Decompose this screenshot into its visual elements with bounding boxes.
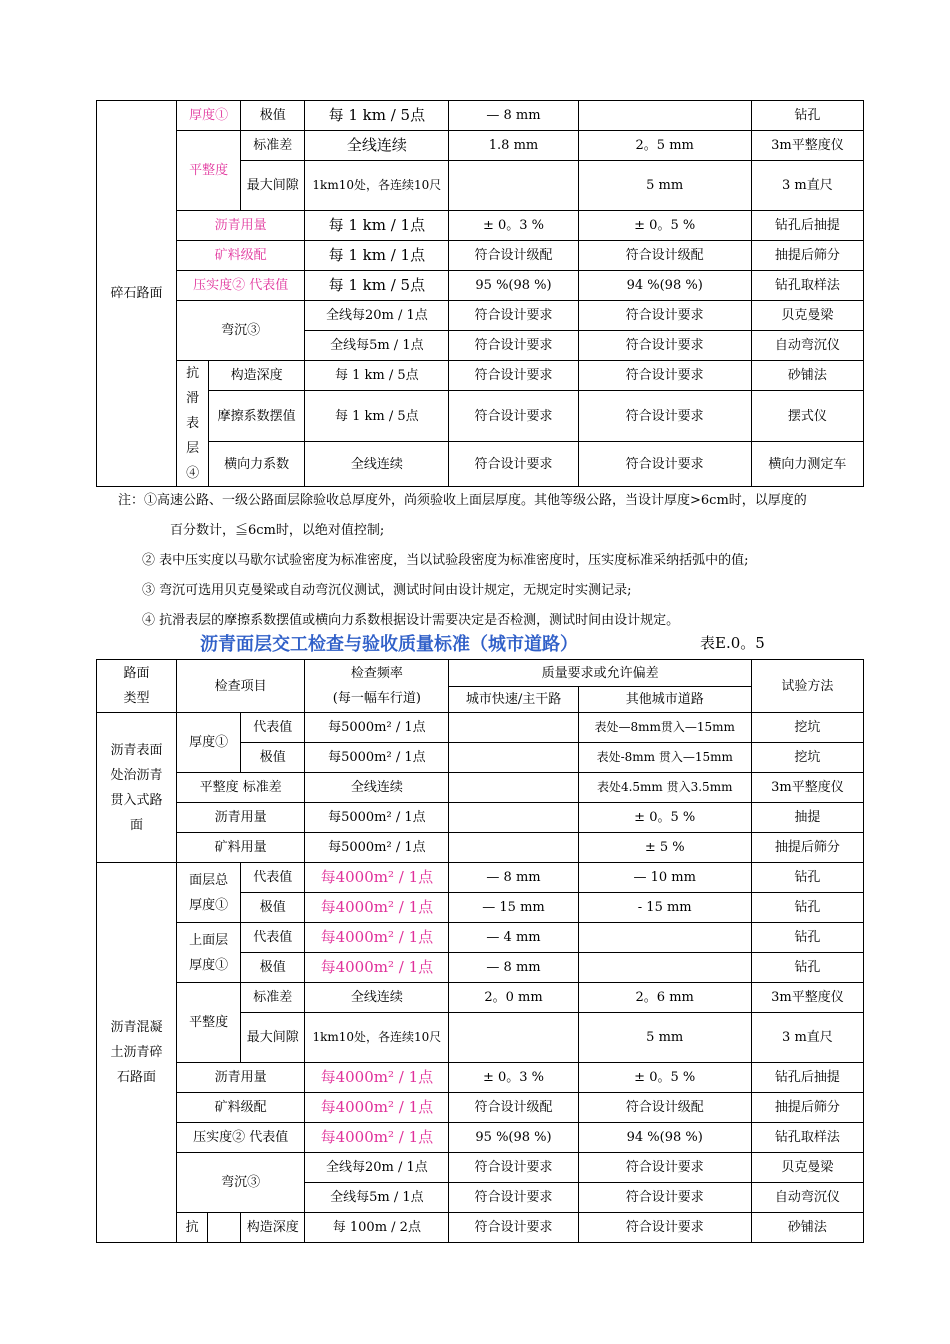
pavement-type: 沥青混凝土沥青碎石路面	[97, 863, 177, 1243]
frequency: 每 1 km / 5点	[305, 361, 449, 391]
quality-2: 94 %(98 %)	[578, 1123, 751, 1153]
test-method: 钻孔取样法	[751, 1123, 863, 1153]
quality-1: — 8 mm	[449, 863, 578, 893]
frequency: 全线连续	[305, 773, 449, 803]
quality-2: 表处4.5mm 贯入3.5mm	[578, 773, 751, 803]
quality-1: — 8 mm	[449, 101, 578, 131]
item-label: 沥青用量	[177, 211, 305, 241]
note-2: ② 表中压实度以马歇尔试验密度为标准密度，当以试验段密度为标准密度时，压实度标准采纳括弧中的值;	[142, 553, 749, 568]
frequency: 每4000m² / 1点	[305, 923, 449, 953]
quality-2: 2。5 mm	[578, 131, 751, 161]
frequency: 全线连续	[305, 983, 449, 1013]
sub-item: 极值	[241, 743, 305, 773]
frequency: 每4000m² / 1点	[305, 1063, 449, 1093]
frequency: 每 100m / 2点	[305, 1213, 449, 1243]
item-label: 抗	[177, 1213, 208, 1242]
quality-1	[449, 161, 578, 211]
note-1-cont: 百分数计，≦6cm时，以绝对值控制;	[170, 523, 385, 538]
test-method: 贝克曼梁	[751, 1153, 863, 1183]
notes	[118, 486, 878, 636]
test-method: 钻孔	[751, 863, 863, 893]
frequency: 每4000m² / 1点	[305, 1093, 449, 1123]
header-item: 检查项目	[177, 660, 305, 713]
quality-1: 95 %(98 %)	[449, 1123, 578, 1153]
item-label: 压实度② 代表值	[177, 271, 305, 301]
quality-1: 符合设计要求	[449, 331, 578, 361]
quality-1: — 15 mm	[449, 893, 578, 923]
frequency: 全线连续	[305, 131, 449, 161]
frequency: 每 1 km / 5点	[305, 101, 449, 131]
item-label: 面层总厚度①	[177, 863, 241, 923]
quality-1: 符合设计要求	[449, 1213, 578, 1243]
header-method: 试验方法	[751, 660, 863, 713]
sub-item: 最大间隙	[241, 1013, 305, 1063]
frequency: 每 1 km / 5点	[305, 391, 449, 442]
test-method: 钻孔	[751, 101, 863, 131]
quality-1: 符合设计要求	[449, 1183, 578, 1213]
quality-1: — 8 mm	[449, 953, 578, 983]
test-method: 3m平整度仪	[751, 773, 863, 803]
quality-1	[449, 803, 578, 833]
test-method: 挖坑	[751, 713, 863, 743]
test-method: 钻孔	[751, 893, 863, 923]
header-quality-2: 其他城市道路	[578, 687, 751, 713]
item-label: 平整度 标准差	[177, 773, 305, 803]
quality-2: 符合设计要求	[578, 301, 751, 331]
test-method: 砂铺法	[751, 1213, 863, 1243]
frequency: 每4000m² / 1点	[305, 863, 449, 893]
quality-2: ± 0。5 %	[578, 211, 751, 241]
sub-item: 极值	[241, 953, 305, 983]
item-label: 厚度①	[177, 101, 241, 131]
pavement-type: 碎石路面	[97, 101, 177, 487]
quality-1: 95 %(98 %)	[449, 271, 578, 301]
test-method: 3 m直尺	[751, 1013, 863, 1063]
quality-2: — 10 mm	[578, 863, 751, 893]
frequency: 每 1 km / 5点	[305, 271, 449, 301]
test-method: 横向力测定车	[751, 442, 863, 487]
sub-item: 代表值	[241, 713, 305, 743]
item-label: 沥青用量	[177, 1063, 305, 1093]
quality-2: 2。6 mm	[578, 983, 751, 1013]
test-method: 贝克曼梁	[751, 301, 863, 331]
frequency: 每4000m² / 1点	[305, 1123, 449, 1153]
quality-1: ± 0。3 %	[449, 1063, 578, 1093]
item-label: 弯沉③	[177, 301, 305, 361]
sub-item: 代表值	[241, 863, 305, 893]
quality-1: 符合设计要求	[449, 301, 578, 331]
header-quality-1: 城市快速/主干路	[449, 687, 578, 713]
header-type: 路面类型	[97, 660, 177, 713]
sub-item: 最大间隙	[241, 161, 305, 211]
quality-1	[449, 1013, 578, 1063]
test-method: 钻孔	[751, 923, 863, 953]
quality-1: ± 0。3 %	[449, 211, 578, 241]
quality-1: 1.8 mm	[449, 131, 578, 161]
quality-1	[449, 713, 578, 743]
item-label: 矿料级配	[177, 1093, 305, 1123]
frequency: 每4000m² / 1点	[305, 953, 449, 983]
test-method: 自动弯沉仪	[751, 331, 863, 361]
sub-item: 极值	[241, 101, 305, 131]
sub-item: 横向力系数	[209, 442, 305, 487]
quality-2: 5 mm	[578, 161, 751, 211]
test-method: 抽提	[751, 803, 863, 833]
quality-1: 符合设计要求	[449, 1153, 578, 1183]
quality-1	[449, 773, 578, 803]
quality-1	[449, 743, 578, 773]
quality-1	[449, 833, 578, 863]
quality-2: 94 %(98 %)	[578, 271, 751, 301]
frequency: 1km10处，各连续10尺	[305, 1013, 449, 1063]
item-label: 抗滑表层④	[177, 361, 209, 487]
skid-row-wrap	[177, 1213, 241, 1243]
sub-item: 标准差	[241, 983, 305, 1013]
frequency: 全线每5m / 1点	[305, 331, 449, 361]
quality-1: 符合设计级配	[449, 1093, 578, 1123]
frequency: 全线每20m / 1点	[305, 1153, 449, 1183]
item-label: 平整度	[177, 983, 241, 1063]
test-method: 抽提后筛分	[751, 1093, 863, 1123]
quality-2	[578, 953, 751, 983]
sub-item: 构造深度	[241, 1213, 305, 1243]
test-method: 抽提后筛分	[751, 241, 863, 271]
quality-1: 2。0 mm	[449, 983, 578, 1013]
item-label: 平整度	[177, 131, 241, 211]
quality-2: 符合设计级配	[578, 241, 751, 271]
sub-item: 标准差	[241, 131, 305, 161]
item-label: 沥青用量	[177, 803, 305, 833]
quality-2	[578, 923, 751, 953]
test-method: 钻孔	[751, 953, 863, 983]
item-label: 压实度② 代表值	[177, 1123, 305, 1153]
quality-2: 符合设计要求	[578, 1183, 751, 1213]
quality-2	[578, 101, 751, 131]
table-title: 沥青面层交工检查与验收质量标准（城市道路）	[200, 634, 578, 655]
item-label: 矿料用量	[177, 833, 305, 863]
quality-2: ± 0。5 %	[578, 803, 751, 833]
table-gravel-pavement	[96, 100, 864, 487]
quality-2: ± 0。5 %	[578, 1063, 751, 1093]
quality-1: 符合设计要求	[449, 391, 578, 442]
header-frequency-label: 检查频率	[350, 666, 403, 681]
frequency: 每 1 km / 1点	[305, 211, 449, 241]
quality-2: 表处—8mm贯入—15mm	[578, 713, 751, 743]
quality-2: 符合设计要求	[578, 1153, 751, 1183]
header-frequency-sub: (每一幅车行道)	[332, 691, 421, 706]
quality-2: 符合设计级配	[578, 1093, 751, 1123]
sub-item: 极值	[241, 893, 305, 923]
pavement-type: 沥青表面处治沥青贯入式路面	[97, 713, 177, 863]
quality-2: 符合设计要求	[578, 331, 751, 361]
quality-2: 5 mm	[578, 1013, 751, 1063]
frequency: 每5000m² / 1点	[305, 803, 449, 833]
test-method: 挖坑	[751, 743, 863, 773]
test-method: 3 m直尺	[751, 161, 863, 211]
test-method: 自动弯沉仪	[751, 1183, 863, 1213]
quality-1: 符合设计要求	[449, 361, 578, 391]
quality-2: 表处-8mm 贯入—15mm	[578, 743, 751, 773]
quality-2: 符合设计要求	[578, 391, 751, 442]
quality-2: 符合设计要求	[578, 442, 751, 487]
quality-1: 符合设计要求	[449, 442, 578, 487]
quality-2: 符合设计要求	[578, 1213, 751, 1243]
quality-1: — 4 mm	[449, 923, 578, 953]
test-method: 摆式仪	[751, 391, 863, 442]
test-method: 抽提后筛分	[751, 833, 863, 863]
frequency: 每 1 km / 1点	[305, 241, 449, 271]
note-1: 注：①高速公路、一级公路面层除验收总厚度外，尚须验收上面层厚度。其他等级公路，当设计厚度>6cm时，以厚度的	[118, 493, 807, 508]
sub-item: 摩擦系数摆值	[209, 391, 305, 442]
test-method: 3m平整度仪	[751, 131, 863, 161]
note-4: ④ 抗滑表层的摩擦系数摆值或横向力系数根据设计需要决定是否检测，测试时间由设计规定。	[142, 613, 680, 628]
item-label: 厚度①	[177, 713, 241, 773]
frequency: 全线连续	[305, 442, 449, 487]
quality-2: 符合设计要求	[578, 361, 751, 391]
frequency: 每5000m² / 1点	[305, 743, 449, 773]
item-label: 矿料级配	[177, 241, 305, 271]
item-label: 上面层厚度①	[177, 923, 241, 983]
quality-1: 符合设计级配	[449, 241, 578, 271]
test-method: 钻孔后抽提	[751, 211, 863, 241]
table-number: 表E.0。5	[700, 634, 765, 652]
table-city-road	[96, 659, 864, 1243]
frequency: 全线每5m / 1点	[305, 1183, 449, 1213]
test-method: 3m平整度仪	[751, 983, 863, 1013]
frequency: 全线每20m / 1点	[305, 301, 449, 331]
sub-item: 代表值	[241, 923, 305, 953]
frequency: 每5000m² / 1点	[305, 713, 449, 743]
test-method: 砂铺法	[751, 361, 863, 391]
test-method: 钻孔后抽提	[751, 1063, 863, 1093]
frequency: 每5000m² / 1点	[305, 833, 449, 863]
frequency: 每4000m² / 1点	[305, 893, 449, 923]
header-frequency	[305, 660, 449, 713]
quality-2: - 15 mm	[578, 893, 751, 923]
item-label: 弯沉③	[177, 1153, 305, 1213]
header-quality: 质量要求或允许偏差	[449, 660, 751, 687]
test-method: 钻孔取样法	[751, 271, 863, 301]
sub-item: 构造深度	[209, 361, 305, 391]
frequency: 1km10处，各连续10尺	[305, 161, 449, 211]
note-3: ③ 弯沉可选用贝克曼梁或自动弯沉仪测试，测试时间由设计规定，无规定时实测记录;	[142, 583, 632, 598]
quality-2: ± 5 %	[578, 833, 751, 863]
